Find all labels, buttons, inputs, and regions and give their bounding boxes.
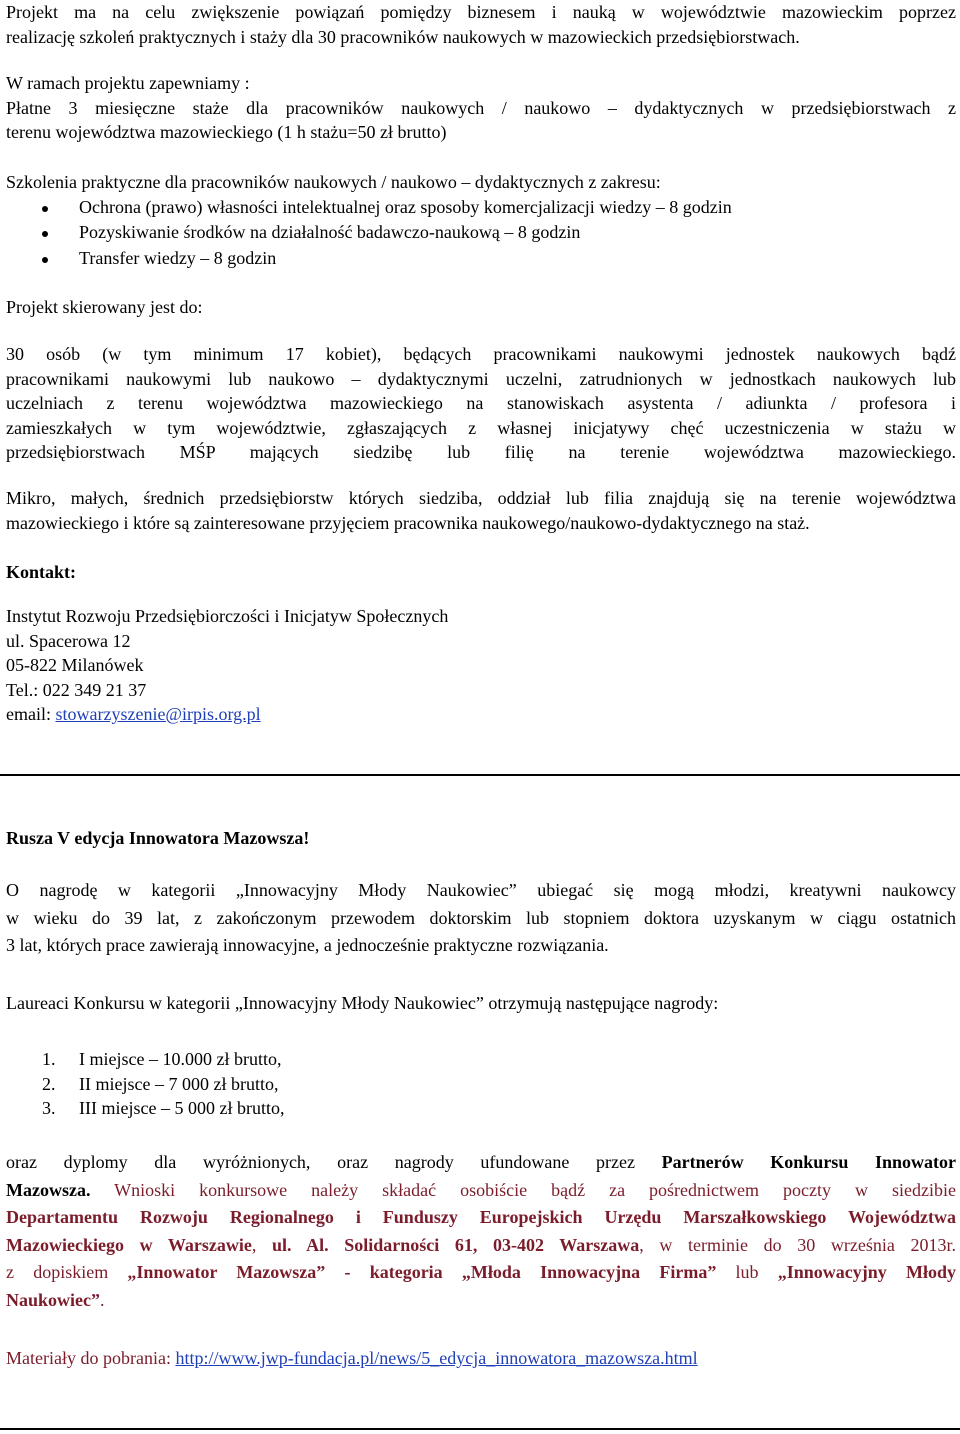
submission-line <box>6 1149 956 1177</box>
submission-line <box>6 1259 956 1287</box>
companies-paragraph <box>6 486 956 535</box>
submission-text: Wnioski konkursowe należy składać osobiście bądź za pośrednictwem poczty w siedzibie <box>90 1179 956 1200</box>
target-paragraph <box>6 342 956 465</box>
submission-text: , <box>251 1234 272 1255</box>
materials-label: Materiały do pobrania: <box>6 1348 176 1368</box>
contact-city: 05-822 Milanówek <box>6 655 144 675</box>
list-item-text: Transfer wiedzy – 8 godzin <box>79 247 277 268</box>
submission-line <box>6 1204 956 1232</box>
list-item-text: Pozyskiwanie środków na działalność badawczo-naukową – 8 godzin <box>79 222 581 242</box>
trainings-section <box>6 170 956 271</box>
annotation-text: „Innowacyjny Młody <box>777 1262 956 1282</box>
innovator-paragraph <box>6 877 956 960</box>
department-name: Departamentu Rozwoju Regionalnego i Funduszy Europejskich Urzędu Marszałkowskiego Województwa <box>6 1207 956 1227</box>
list-item <box>6 246 956 272</box>
submission-text: . <box>100 1289 105 1310</box>
submission-text: z dopiskiem <box>6 1262 128 1282</box>
submission-text: lub <box>716 1262 778 1282</box>
annotation-text: Naukowiec” <box>6 1289 100 1310</box>
list-item <box>6 195 956 221</box>
target-heading: Projekt skierowany jest do: <box>6 297 203 317</box>
trainings-heading: Szkolenia praktyczne dla pracowników naukowych / naukowo – dydaktycznych z zakresu: <box>6 172 661 192</box>
contact-heading: Kontakt: <box>6 562 77 582</box>
contact-email-label: email: <box>6 704 56 724</box>
bullet-icon <box>42 231 48 237</box>
materials-link[interactable]: http://www.jwp-fundacja.pl/news/5_edycja_innowatora_mazowsza.html <box>175 1348 698 1368</box>
companies-line: Mikro, małych, średnich przedsiębiorstw których siedziba, oddział lub filia znajdują się na terenie województwa <box>6 488 956 508</box>
submission-deadline: , w terminie do 30 września 2013r. <box>639 1234 956 1255</box>
email-link[interactable]: stowarzyszenie@irpis.org.pl <box>55 704 261 724</box>
companies-line: mazowieckiego i które są zainteresowane przyjęciem pracownika naukowego/naukowo-dydaktycznego na staż. <box>6 512 810 533</box>
innovator-line: O nagrodę w kategorii „Innowacyjny Młody Naukowiec” ubiegać się mogą młodzi, kreatywni naukowcy <box>6 880 956 900</box>
contact-org: Instytut Rozwoju Przedsiębiorczości i Inicjatyw Społecznych <box>6 606 449 626</box>
provide-line: Płatne 3 miesięczne staże dla pracowników naukowych / naukowo – dydaktycznych w przedsiębiorstwach z <box>6 97 956 118</box>
provide-line: terenu województwa mazowieckiego (1 h stażu=50 zł brutto) <box>6 122 447 142</box>
submission-text: oraz dyplomy dla wyróżnionych, oraz nagrody ufundowane przez <box>6 1152 662 1172</box>
innovator-line: w wieku do 39 lat, z zakończonym przewodem doktorskim lub stopniem doktora uzyskanym w ciągu ostatnich <box>6 907 956 928</box>
contact-street: ul. Spacerowa 12 <box>6 630 131 651</box>
partners-name: Partnerów Konkursu Innowator <box>661 1152 957 1172</box>
prize-number: 1. <box>42 1049 56 1069</box>
list-item-text: Ochrona (prawo) własności intelektualnej oraz sposoby komercjalizacji wiedzy – 8 godzin <box>79 196 732 217</box>
prize-text: I miejsce – 10.000 zł brutto, <box>79 1049 282 1069</box>
prizes-list <box>6 1047 956 1121</box>
submission-line <box>6 1287 956 1315</box>
submission-paragraph <box>6 1149 956 1314</box>
submission-line <box>6 1177 956 1205</box>
contact-block <box>6 604 956 727</box>
materials-row <box>6 1345 698 1373</box>
list-item <box>6 1047 956 1072</box>
target-line: uczelniach z terenu województwa mazowieckiego na stanowiskach asystenta / adiunkta / profesora i <box>6 393 956 413</box>
innovator-line: 3 lat, których prace zawierają innowacyjne, a jednocześnie praktyczne rozwiązania. <box>6 935 609 955</box>
innovator-heading: Rusza V edycja Innowatora Mazowsza! <box>6 828 310 848</box>
submission-line <box>6 1232 956 1260</box>
bullet-icon <box>42 206 48 212</box>
prize-number: 2. <box>42 1073 56 1094</box>
prize-text: III miejsce – 5 000 zł brutto, <box>79 1098 285 1118</box>
annotation-text: „Innowator Mazowsza” - kategoria „Młoda Innowacyjna Firma” <box>127 1262 717 1282</box>
contact-phone: Tel.: 022 349 21 37 <box>6 679 147 700</box>
target-line: 30 osób (w tym minimum 17 kobiet), będących pracownikami naukowymi jednostek naukowych bądź <box>6 344 956 364</box>
laureates-text: Laureaci Konkursu w kategorii „Innowacyjny Młody Naukowiec” otrzymują następujące nagrody: <box>6 993 719 1013</box>
list-item <box>6 220 956 246</box>
provide-heading: W ramach projektu zapewniamy : <box>6 73 250 93</box>
prize-text: II miejsce – 7 000 zł brutto, <box>79 1073 279 1094</box>
bottom-divider <box>0 1428 960 1430</box>
department-address: ul. Al. Solidarności 61, 03-402 Warszawa <box>271 1234 640 1255</box>
provide-section <box>6 71 956 145</box>
target-line: pracownikami naukowymi lub naukowo – dydaktycznymi uczelni, zatrudnionych w jednostkach naukowych lub <box>6 368 956 389</box>
bullet-icon <box>42 257 48 263</box>
trainings-list <box>6 195 956 272</box>
section-divider <box>0 774 960 776</box>
target-line: przedsiębiorstwach MŚP mających siedzibę lub filię na terenie województwa mazowieckiego. <box>6 442 956 462</box>
intro-line: realizację szkoleń praktycznych i staży dla 30 pracowników naukowych w mazowieckich przedsiębiorstwach. <box>6 26 800 47</box>
prize-number: 3. <box>42 1098 56 1118</box>
partners-name: Mazowsza. <box>6 1179 91 1200</box>
department-name: Mazowieckiego w Warszawie <box>6 1234 252 1255</box>
intro-paragraph <box>6 0 956 49</box>
intro-line: Projekt ma na celu zwiększenie powiązań pomiędzy biznesem i nauką w województwie mazowieckim poprzez <box>6 2 956 22</box>
list-item <box>6 1072 956 1097</box>
list-item <box>6 1096 956 1121</box>
contact-email-row <box>6 702 956 727</box>
target-line: zamieszkałych w tym województwie, zgłaszających z własnej inicjatywy chęć uczestniczenia w stażu w <box>6 417 956 438</box>
